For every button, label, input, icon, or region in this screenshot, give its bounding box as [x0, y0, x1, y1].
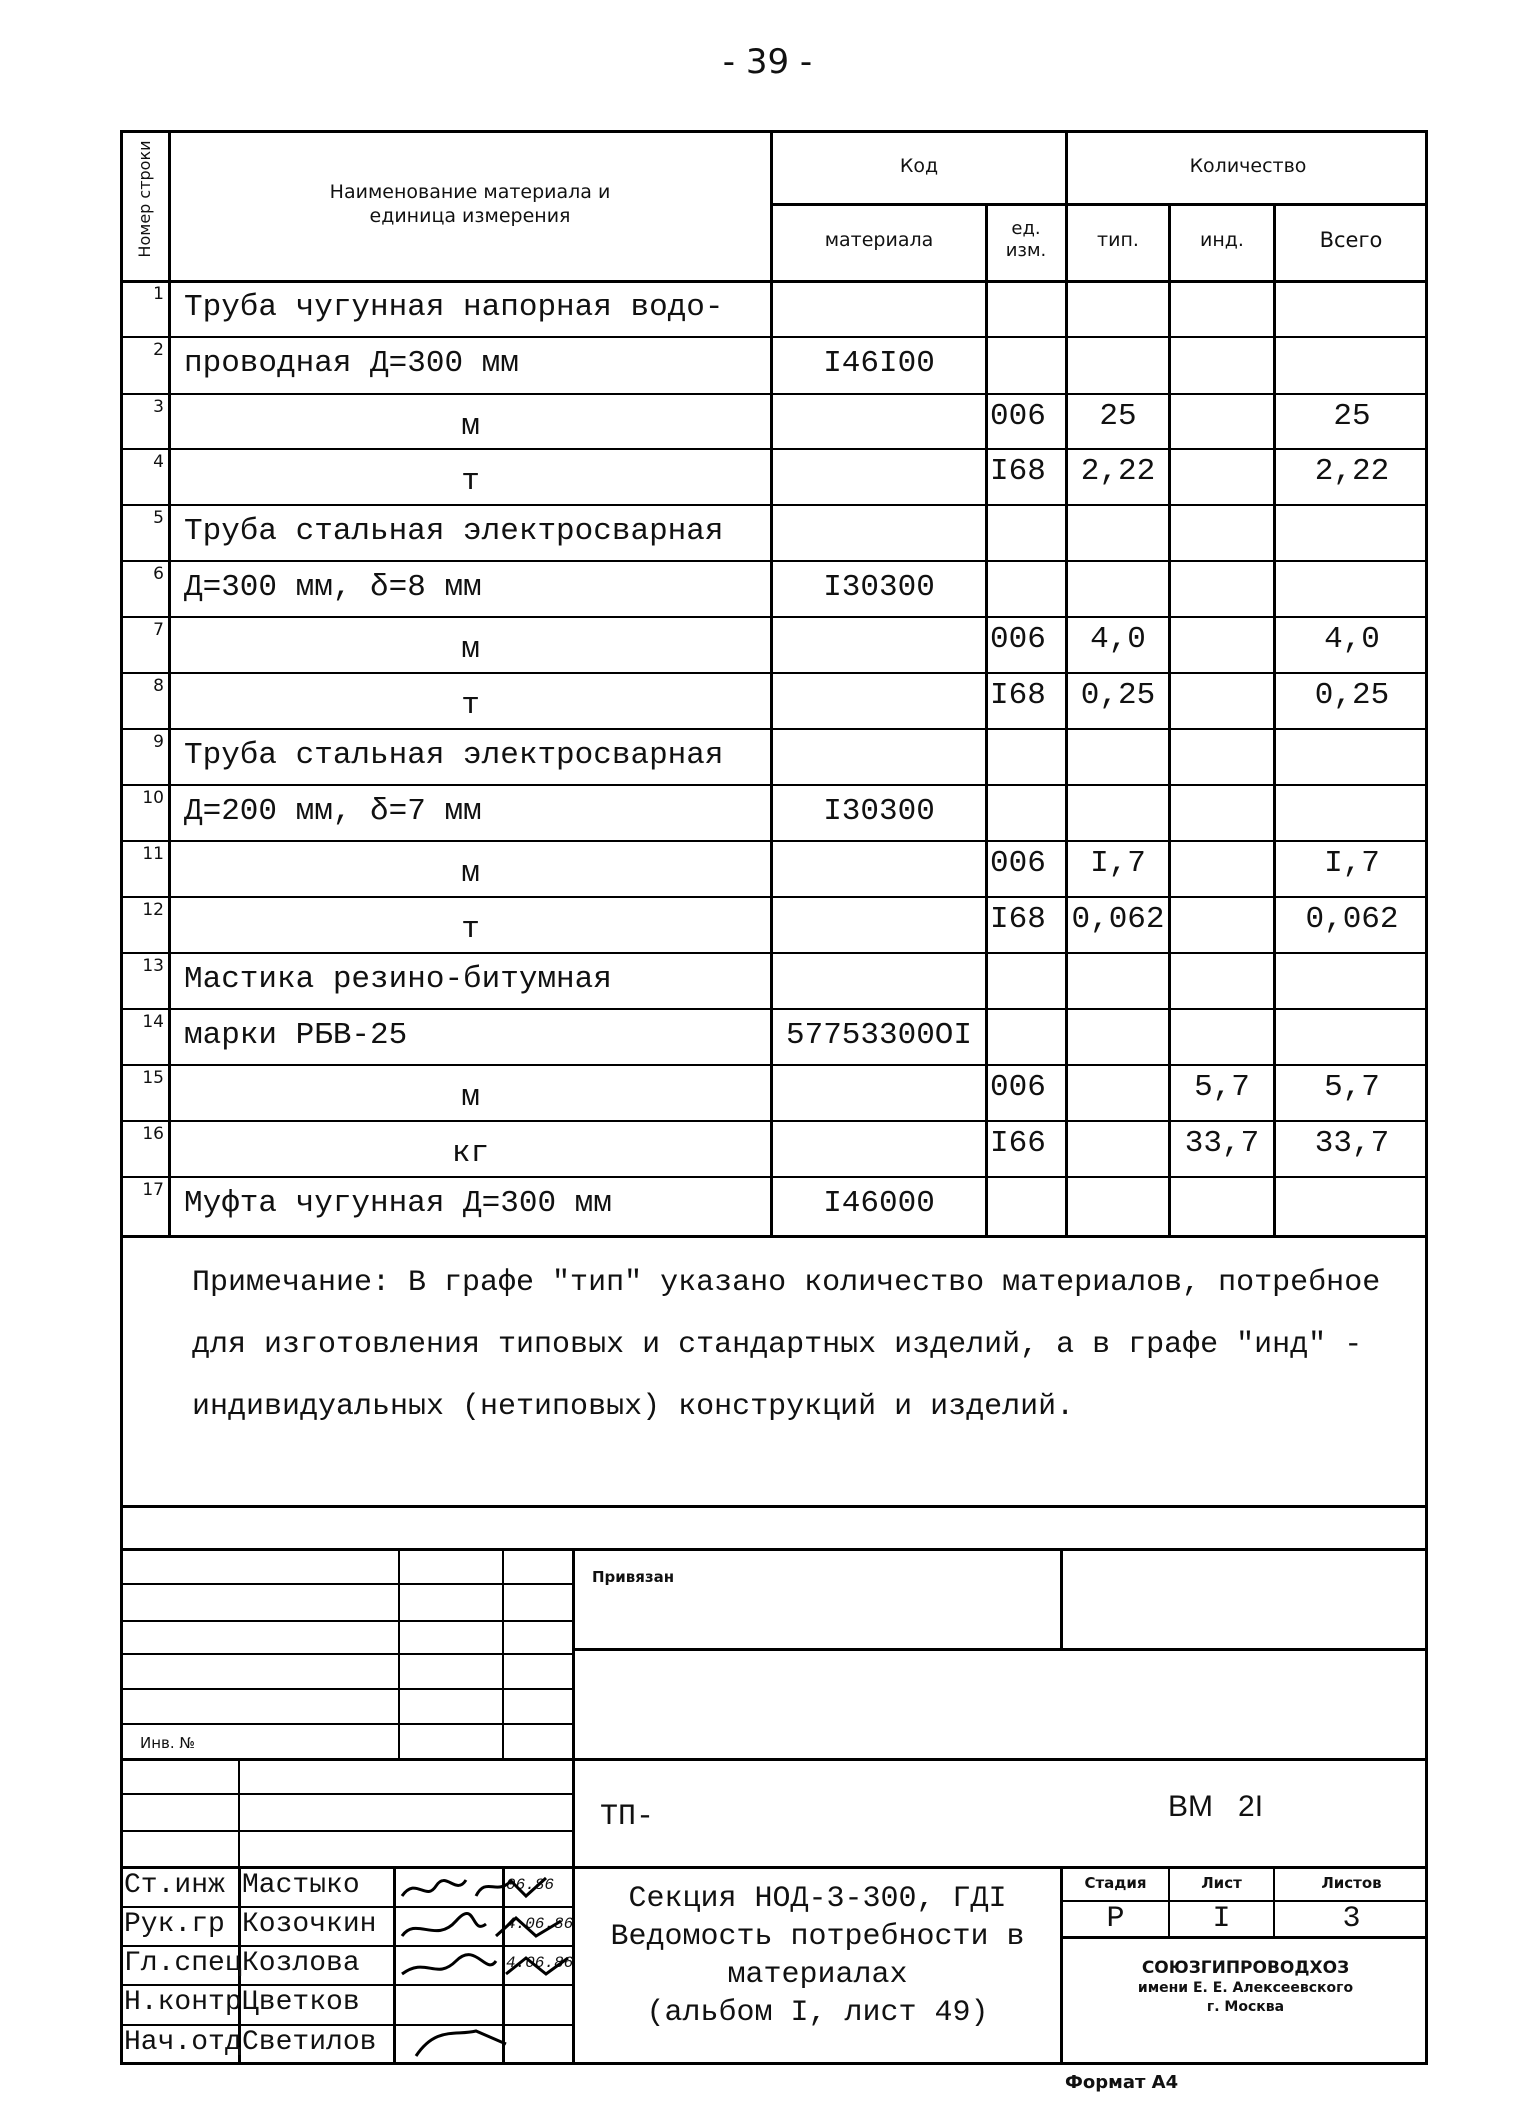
- inv-number-label: Инв. №: [140, 1734, 196, 1752]
- doc-title-1: Секция НОД-3-300, ГДI: [628, 1882, 1007, 1916]
- org-dedication: имени Е. Е. Алексеевского: [1137, 1980, 1354, 1996]
- header-code-unit: ед. изм.: [1005, 218, 1047, 261]
- row-typ: I,7: [1090, 846, 1146, 881]
- row-number: 13: [142, 956, 164, 976]
- org-city: г. Москва: [1206, 1999, 1285, 2015]
- staff-role: Ст.инж: [124, 1870, 225, 1901]
- sheet-label: Лист: [1201, 1874, 1242, 1892]
- row-unit: I66: [990, 1126, 1046, 1161]
- row-number: 3: [153, 397, 164, 417]
- row-unit: 006: [990, 622, 1046, 657]
- row-number: 7: [153, 620, 164, 640]
- row-number: 10: [142, 788, 164, 808]
- row-typ: 0,25: [1080, 678, 1156, 713]
- doc-title-3: материалах: [727, 1958, 908, 1992]
- row-unit-label: т: [461, 464, 480, 499]
- header-code-material: материала: [824, 229, 934, 251]
- row-name: Д=200 мм, δ=7 мм: [184, 794, 482, 829]
- header-qty-group: Количество: [1189, 155, 1307, 177]
- header-name: Наименование материала и единица измерения: [329, 181, 611, 227]
- staff-name: Цветков: [242, 1987, 360, 2018]
- row-unit: 006: [990, 399, 1046, 434]
- row-code: 57753300OI: [785, 1018, 973, 1053]
- row-number: 2: [153, 340, 164, 360]
- row-number: 1: [153, 284, 164, 304]
- header-qty-total: Всего: [1319, 228, 1383, 252]
- staff-role: Н.контр: [124, 1987, 242, 2018]
- sheet-value: I: [1212, 1902, 1231, 1936]
- row-unit-label: кг: [451, 1136, 490, 1171]
- row-number: 17: [142, 1180, 164, 1200]
- row-unit: I68: [990, 678, 1046, 713]
- row-ind: 5,7: [1194, 1070, 1250, 1105]
- sheets-value: 3: [1342, 1902, 1361, 1936]
- row-typ: 4,0: [1090, 622, 1146, 657]
- row-ind: 33,7: [1184, 1126, 1260, 1161]
- header-code-group: Код: [899, 155, 939, 177]
- row-code: I46I00: [823, 346, 935, 381]
- signatures: [396, 1866, 572, 2065]
- page-number: - 39 -: [722, 42, 813, 82]
- row-number: 6: [153, 564, 164, 584]
- row-name: Мастика резино-битумная: [184, 962, 612, 997]
- row-name: Муфта чугунная Д=300 мм: [184, 1186, 612, 1221]
- note-line-2: для изготовления типовых и стандартных изделий, а в графе "инд" -: [192, 1328, 1363, 1362]
- org-name: СОЮЗГИПРОВОДХОЗ: [1141, 1958, 1350, 1978]
- row-number: 16: [142, 1124, 164, 1144]
- row-unit-label: м: [461, 632, 480, 667]
- row-typ: 2,22: [1080, 454, 1156, 489]
- row-total: 4,0: [1324, 622, 1380, 657]
- row-total: 0,25: [1314, 678, 1390, 713]
- row-unit-label: т: [461, 912, 480, 947]
- staff-role: Нач.отд: [124, 2027, 242, 2058]
- row-total: I,7: [1324, 846, 1380, 881]
- row-unit: 006: [990, 1070, 1046, 1105]
- row-number: 11: [142, 844, 164, 864]
- row-name: Труба чугунная напорная водо-: [184, 290, 724, 325]
- row-number: 5: [153, 508, 164, 528]
- staff-role: Рук.гр: [124, 1909, 225, 1940]
- row-number: 8: [153, 676, 164, 696]
- row-typ: 0,062: [1071, 902, 1165, 937]
- sheets-label: Листов: [1321, 1874, 1382, 1892]
- format-label: Формат А4: [1065, 2072, 1179, 2093]
- doc-title-2: Ведомость потребности в: [610, 1920, 1025, 1954]
- header-qty-ind: инд.: [1200, 229, 1244, 251]
- row-unit: 006: [990, 846, 1046, 881]
- staff-name: Козочкин: [242, 1909, 377, 1940]
- staff-name: Светилов: [242, 2027, 377, 2058]
- row-total: 0,062: [1305, 902, 1399, 937]
- staff-role: Гл.спец: [124, 1948, 242, 1979]
- header-row-number: Номер строки: [135, 140, 154, 258]
- doc-code-suffix: ВМ 2I: [1168, 1790, 1264, 1823]
- header-qty-typ: тип.: [1097, 229, 1139, 251]
- row-number: 4: [153, 452, 164, 472]
- row-name: марки РБВ-25: [184, 1018, 408, 1053]
- row-unit-label: м: [461, 1080, 480, 1115]
- row-name: Труба стальная электросварная: [184, 514, 724, 549]
- row-name: проводная Д=300 мм: [184, 346, 519, 381]
- stage-label: Стадия: [1084, 1874, 1147, 1892]
- row-unit-label: т: [461, 688, 480, 723]
- row-total: 2,22: [1314, 454, 1390, 489]
- row-total: 33,7: [1314, 1126, 1390, 1161]
- row-number: 9: [153, 732, 164, 752]
- row-name: Труба стальная электросварная: [184, 738, 724, 773]
- row-code: I46000: [823, 1186, 935, 1221]
- row-number: 15: [142, 1068, 164, 1088]
- stage-value: Р: [1106, 1902, 1125, 1936]
- row-unit: I68: [990, 454, 1046, 489]
- row-name: Д=300 мм, δ=8 мм: [184, 570, 482, 605]
- row-unit-label: м: [461, 409, 480, 444]
- row-code: I30300: [823, 570, 935, 605]
- row-unit-label: м: [461, 856, 480, 891]
- note-line-1: Примечание: В графе "тип" указано количество материалов, потребное: [192, 1266, 1381, 1300]
- row-number: 12: [142, 900, 164, 920]
- privyazan-label: Привязан: [592, 1568, 675, 1586]
- row-typ: 25: [1099, 399, 1137, 434]
- staff-date: 06.86: [506, 1876, 555, 1894]
- doc-code-prefix: ТП-: [600, 1800, 655, 1834]
- row-code: I30300: [823, 794, 935, 829]
- staff-name: Мастыко: [242, 1870, 360, 1901]
- row-unit: I68: [990, 902, 1046, 937]
- staff-date: 4.06.86: [506, 1915, 574, 1933]
- row-total: 5,7: [1324, 1070, 1380, 1105]
- doc-title-4: (альбом I, лист 49): [646, 1996, 989, 2030]
- row-number: 14: [142, 1012, 164, 1032]
- staff-date: 4.06.86: [506, 1954, 574, 1972]
- row-total: 25: [1333, 399, 1371, 434]
- note-line-3: индивидуальных (нетиповых) конструкций и изделий.: [192, 1390, 1075, 1424]
- staff-name: Козлова: [242, 1948, 360, 1979]
